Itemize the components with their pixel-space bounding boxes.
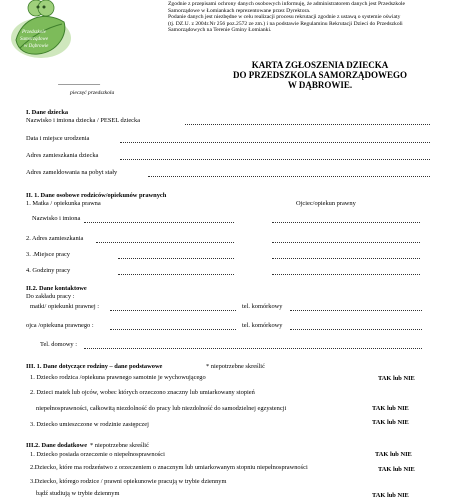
mother-work-field[interactable] (118, 258, 234, 259)
mother-address-field[interactable] (96, 242, 234, 243)
criterion-disabled-parents: 2. Dzieci matek lub ojców, wobec których orzeczono znaczny lub umiarkowany stopień (30, 389, 255, 396)
mother-mobile-field[interactable] (290, 310, 422, 311)
logo-text-2: Samorządowe (20, 37, 49, 42)
field-label-birth: Data i miejsce urodzenia (26, 135, 90, 142)
criterion-sibling-disability: 2.Dziecko, które ma rodzeństwo z orzeczeniem o znacznym lub umiarkowanym stopniu niepełnosprawności (30, 464, 308, 471)
field-label-address: Adres zamieszkania dziecka (26, 152, 99, 159)
criterion-child-disability: 1. Dziecko posiada orzeczenie o niepełnosprawności (30, 451, 165, 458)
notice-line: Zgodnie z przepisami ochrony danych osobowych informuję, że administratorem danych jest Przedszkole (168, 1, 406, 7)
father-hours-field[interactable] (272, 274, 420, 275)
notice-line: (tj. DZ.U. z 2004r.Nr 256 poz.2572 ze zm.) i na podstawie Regulaminu Rekrutacji Dzieci do Przedszkoli (168, 20, 403, 27)
logo-text-1: Przedszkole (22, 30, 46, 35)
mother-mobile-label: tel. komórkowy (242, 303, 283, 310)
workplace-label: Do zakładu pracy : (26, 293, 75, 300)
form-title (200, 60, 440, 90)
stamp-label: pieczęć przedszkola (70, 90, 115, 96)
notice-line: Samorządowych na Terenie Gminy Łomianki. (168, 27, 272, 34)
section-2-heading: II. 1. Dane osobowe rodziców/opiekunów prawnych (26, 192, 167, 199)
parent-address-label: 2. Adres zamieszkania (26, 235, 84, 242)
answer-yes-no[interactable]: TAK lub NIE (375, 451, 412, 458)
address-field[interactable] (120, 159, 430, 160)
father-mobile-label: tel. komórkowy (242, 322, 283, 329)
title-line: KARTA ZGŁOSZENIA DZIECKA (251, 60, 389, 70)
section-3-heading: III. 1. Dane dotyczące rodziny – dane podstawowe (26, 363, 163, 370)
kindergarten-logo (8, 0, 74, 62)
parent-hours-label: 4. Godziny pracy (26, 267, 71, 274)
criterion-single-parent: 1. Dziecko rodzica /opiekuna prawnego samotnie je wychowującego (30, 374, 206, 381)
notice-line: Podanie danych jest niezbędne w celu realizacji procesu rekrutacji zgodnie z ustawą o systemie oświaty (168, 14, 401, 21)
criterion-disabled-parents-cont: niepełnosprawności, całkowitą niezdolność do pracy lub niezdolność do samodzielnej egzystencji (36, 405, 287, 412)
home-phone-label: Tel. domowy : (40, 341, 78, 348)
mother-name-field[interactable] (84, 222, 234, 223)
answer-yes-no[interactable]: TAK lub NIE (378, 375, 415, 382)
answer-yes-no[interactable]: TAK lub NIE (372, 405, 409, 412)
answer-yes-no[interactable]: TAK lub NIE (378, 466, 415, 473)
father-mobile-field[interactable] (290, 329, 422, 330)
field-label-registered: Adres zameldowania na pobyt stały (26, 169, 118, 176)
section-3-2-note: * niepotrzebne skreślić (90, 442, 149, 449)
criterion-working-parents: 3.Dziecko, którego rodzice / prawni opiekunowie pracują w trybie dziennym (30, 478, 227, 485)
criterion-studying-parents: bądź studiują w trybie dziennym (36, 490, 120, 497)
mother-work-phone-field[interactable] (110, 310, 236, 311)
logo-text-3: w Dąbrowie (24, 44, 49, 49)
registered-address-field[interactable] (148, 176, 430, 177)
section-3-note: * niepotrzebne skreślić (206, 363, 265, 370)
parent-work-label: 3. .Miejsce pracy (26, 251, 71, 258)
father-name-field[interactable] (272, 222, 420, 223)
father-address-field[interactable] (272, 242, 420, 243)
title-line: DO PRZEDSZKOLA SAMORZĄDOWEGO (232, 70, 408, 80)
parent-name-label: Nazwisko i imiona (32, 215, 81, 222)
father-work-phone-field[interactable] (110, 329, 236, 330)
criterion-foster-family: 3. Dziecko umieszczone w rodzinie zastępczej (30, 421, 149, 428)
mother-column-label: 1. Matka / opiekunka prawna (26, 200, 101, 207)
section-1-heading: I. Dane dziecka (26, 109, 69, 116)
answer-yes-no[interactable]: TAK lub NIE (372, 492, 409, 499)
father-column-label: Ojciec/opiekun prawny (296, 200, 356, 207)
section-3-2-heading: III.2. Dane dodatkowe (26, 442, 88, 449)
mother-hours-field[interactable] (118, 274, 234, 275)
father-work-field[interactable] (272, 258, 420, 259)
name-pesel-field[interactable] (185, 124, 430, 125)
field-label-name-pesel: Nazwisko i imiona dziecka / PESEL dziecka (26, 117, 141, 124)
answer-yes-no[interactable]: TAK lub NIE (372, 419, 409, 426)
father-contact-label: ojca /opiekuna prawnego : (26, 322, 94, 329)
stamp-dots: .......................................... (58, 81, 100, 87)
birth-field[interactable] (120, 142, 430, 143)
mother-contact-label: matki/ opiekunki prawnej : (30, 303, 100, 310)
privacy-notice (168, 1, 405, 34)
section-2-2-heading: II.2. Dane kontaktowe (26, 285, 87, 292)
title-line: W DĄBROWIE. (287, 80, 353, 90)
notice-line: Samorządowe w Łomiankach reprezentowane przez Dyrektora. (168, 7, 311, 14)
home-phone-field[interactable] (84, 348, 422, 349)
